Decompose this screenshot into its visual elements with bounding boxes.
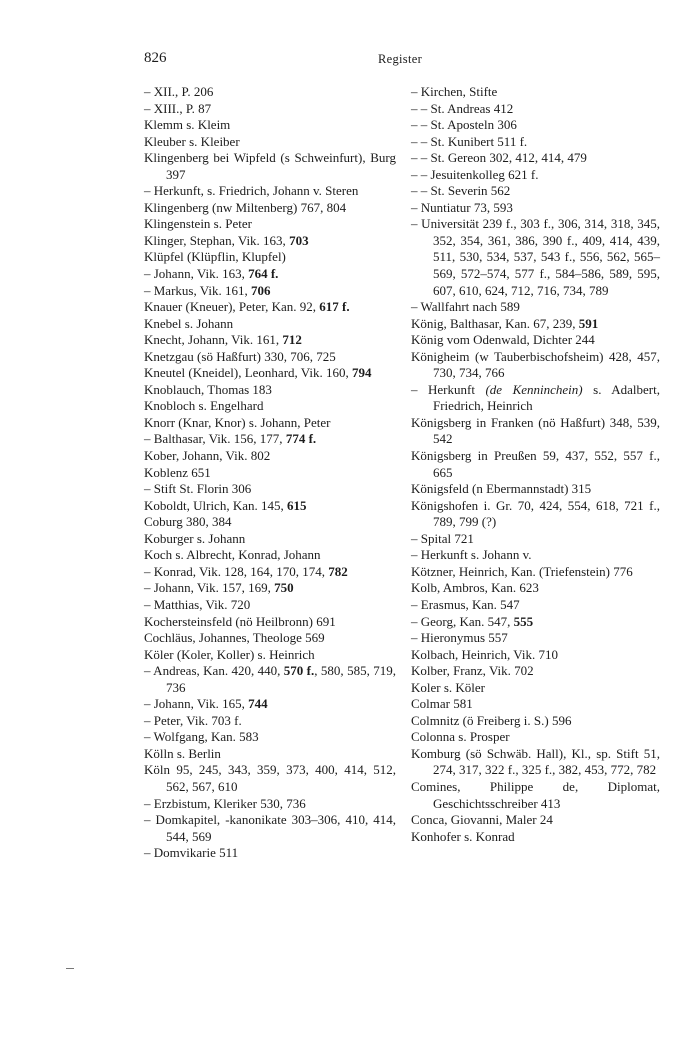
index-entry [144,448,396,465]
index-entry-main-ref: 764 f. [248,266,279,282]
index-entry [144,415,396,432]
index-entry-text: Klüpfel (Klüpflin, Klupfel) [144,249,286,265]
index-entry-text: Kolb, Ambros, Kan. 623 [411,580,539,596]
index-entry-text: Kolbach, Heinrich, Vik. 710 [411,646,559,662]
index-column-right [411,84,660,845]
index-entry [411,614,660,631]
index-entry [144,746,396,763]
index-entry [411,117,660,134]
index-entry [144,398,396,415]
index-entry-text: – Johann, Vik. 157, 169, [144,580,275,596]
index-entry-text: – Johann, Vik. 165, [144,696,249,712]
index-entry-text: Königsberg in Franken (nö Haßfurt) 348, 539, 542 [411,414,660,447]
index-entry [411,150,660,167]
index-entry-text: – Spital 721 [411,530,474,546]
index-entry [411,829,660,846]
index-entry [411,647,660,664]
index-entry-text: , 580, 585, 719, 736 [166,663,396,695]
index-entry [144,713,396,730]
index-entry-text: – Markus, Vik. 161, [144,282,251,298]
index-entry [144,498,396,515]
index-entry [411,779,660,812]
index-entry-text: Knebel s. Johann [144,315,234,331]
index-entry-text: Kochersteinsfeld (nö Heilbronn) 691 [144,613,336,629]
index-entry-text: – Erzbistum, Kleriker 530, 736 [144,795,306,811]
index-entry-text: Kötzner, Heinrich, Kan. (Triefenstein) 776 [411,563,633,579]
index-entry-text: Colmar 581 [411,696,473,712]
index-entry-text: Conca, Giovanni, Maler 24 [411,812,553,828]
index-entry-text: Kober, Johann, Vik. 802 [144,448,271,464]
index-entry-text: – XIII., P. 87 [144,100,212,116]
index-entry-text: – Herkunft, s. Friedrich, Johann v. Steren [144,183,359,199]
index-entry [144,216,396,233]
index-entry [144,729,396,746]
index-entry-text: Koler s. Köler [411,679,486,695]
index-entry-main-ref: 615 [286,497,307,513]
index-entry [411,316,660,333]
index-entry-text: Königheim (w Tauberbischofsheim) 428, 457, 730, 734, 766 [411,348,660,381]
index-entry-italic: (de Kenninchein) [485,381,583,397]
index-entry-main-ref: 712 [282,332,302,348]
index-entry [144,117,396,134]
index-entry-text: Kneutel (Kneidel), Leonhard, Vik. 160, [144,365,353,381]
index-entry-text: Köler (Koler, Koller) s. Heinrich [144,646,315,662]
index-entry [144,365,396,382]
index-entry-text: Knetzgau (sö Haßfurt) 330, 706, 725 [144,348,336,364]
index-entry-text: – Balthasar, Vik. 156, 177, [144,431,286,447]
index-entry-text: – – St. Kunibert 511 f. [411,133,528,149]
index-entry [411,696,660,713]
index-entry [411,812,660,829]
index-entry [144,796,396,813]
index-entry [144,647,396,664]
index-entry [144,233,396,250]
index-entry-text: König vom Odenwald, Dichter 244 [411,332,595,348]
index-entry [411,216,660,299]
index-entry-text: Kleuber s. Kleiber [144,133,240,149]
index-entry [411,680,660,697]
index-entry [144,630,396,647]
page-header [144,50,656,70]
index-entry-text: – Georg, Kan. 547, [411,613,514,629]
index-entry-main-ref: 706 [250,282,271,298]
index-entry-text: s. Adalbert, Friedrich, Heinrich [433,381,660,414]
index-entry-text: – Johann, Vik. 163, [144,266,249,282]
index-entry-text: Koblenz 651 [144,464,211,480]
index-entry [411,349,660,382]
index-entry-text: Knecht, Johann, Vik. 161, [144,332,283,348]
index-entry-text: – Nuntiatur 73, 593 [411,199,513,215]
index-entry-text: – Domkapitel, -kanonikate 303–306, 410, 414, 544, 569 [144,812,396,844]
index-entry [411,415,660,448]
index-entry-text: Colmnitz (ö Freiberg i. S.) 596 [411,712,572,728]
index-entry [411,84,660,101]
index-entry-main-ref: 750 [274,580,294,596]
index-entry [411,481,660,498]
index-entry [411,663,660,680]
index-entry-text: – Kirchen, Stifte [411,84,498,99]
index-entry-text: Comines, Philippe de, Diplomat, Geschichtsschreiber 413 [411,778,660,811]
index-entry-text: Königsberg in Preußen 59, 437, 552, 557 f., 665 [411,448,660,480]
index-entry-text: Klinger, Stephan, Vik. 163, [144,232,290,248]
index-entry-text: – – St. Aposteln 306 [411,117,517,133]
index-entry [411,134,660,151]
index-entry [411,630,660,647]
index-entry-text: Kolber, Franz, Vik. 702 [411,663,534,679]
index-entry-main-ref: 570 f. [283,663,315,679]
index-entry [144,200,396,217]
index-entry-main-ref: 591 [578,315,599,331]
index-entry [144,283,396,300]
index-entry [411,299,660,316]
index-entry-main-ref: 555 [513,613,534,629]
index-entry [411,101,660,118]
index-entry [411,200,660,217]
index-entry [144,134,396,151]
index-entry [144,696,396,713]
index-entry [144,431,396,448]
index-entry-text: – Matthias, Vik. 720 [144,596,251,612]
index-entry-text: – Herkunft [411,381,486,397]
index-entry-text: – Andreas, Kan. 420, 440, [144,663,284,679]
index-entry-text: Konhofer s. Konrad [411,828,515,844]
index-entry [411,597,660,614]
index-entry [144,663,396,696]
index-entry-text: Kölln s. Berlin [144,745,221,761]
margin-mark [66,968,74,969]
index-entry-text: König, Balthasar, Kan. 67, 239, [411,315,579,331]
index-entry-text: – – St. Severin 562 [411,183,511,199]
index-entry [144,531,396,548]
index-entry [411,746,660,779]
index-entry-main-ref: 617 f. [319,299,350,315]
index-entry [411,167,660,184]
index-entry [411,564,660,581]
index-column-left [144,84,396,862]
index-entry [411,498,660,531]
running-head: Register [377,52,423,66]
index-entry [411,448,660,481]
index-entry [144,547,396,564]
index-entry [144,514,396,531]
index-entry-text: – Erasmus, Kan. 547 [411,596,520,612]
index-entry [144,762,396,795]
index-entry-text: Komburg (sö Schwäb. Hall), Kl., sp. Stift 51, 274, 317, 322 f., 325 f., 382, 453, 772, 782 [411,745,660,778]
index-entry-text: Köln 95, 245, 343, 359, 373, 400, 414, 512, 562, 567, 610 [144,762,396,794]
index-entry-text: – Stift St. Florin 306 [144,481,252,497]
index-entry [411,183,660,200]
index-entry [411,332,660,349]
index-entry [144,316,396,333]
index-entry-text: Koch s. Albrecht, Konrad, Johann [144,547,321,563]
index-entry [144,382,396,399]
index-entry-text: Königsfeld (n Ebermannstadt) 315 [411,481,592,497]
index-entry [144,84,396,101]
index-entry-main-ref: 744 [248,696,268,712]
index-entry [144,845,396,862]
index-entry-text: Klingenberg bei Wipfeld (s Schweinfurt), Burg 397 [144,150,396,182]
index-entry [144,332,396,349]
index-entry [144,349,396,366]
index-entry [144,249,396,266]
index-entry-text: Knobloch s. Engelhard [144,398,264,414]
index-entry [144,580,396,597]
index-entry-text: – Wolfgang, Kan. 583 [144,729,259,745]
index-entry [144,299,396,316]
index-entry [144,150,396,183]
index-entry-text: – Wallfahrt nach 589 [411,299,520,315]
index-entry-text: – – St. Andreas 412 [411,100,514,116]
index-entry-text: Klingenberg (nw Miltenberg) 767, 804 [144,199,347,215]
index-entry-text: – Herkunft s. Johann v. [411,547,532,563]
index-entry-text: Knauer (Kneuer), Peter, Kan. 92, [144,299,320,315]
index-entry [144,481,396,498]
index-entry-text: Klingenstein s. Peter [144,216,252,232]
index-entry [411,531,660,548]
index-entry [144,101,396,118]
index-entry-text: Knoblauch, Thomas 183 [144,381,272,397]
index-entry-text: Knorr (Knar, Knor) s. Johann, Peter [144,414,331,430]
index-entry-main-ref: 782 [328,563,348,579]
index-entry-text: – Konrad, Vik. 128, 164, 170, 174, [144,563,329,579]
index-entry [144,266,396,283]
index-entry [411,382,660,415]
index-entry-text: Cochläus, Johannes, Theologe 569 [144,630,325,646]
index-entry-text: – Domvikarie 511 [144,845,239,861]
index-entry-main-ref: 794 [352,365,372,381]
index-entry-text: – Peter, Vik. 703 f. [144,712,242,728]
index-entry [144,812,396,845]
index-entry-text: – XII., P. 206 [144,84,214,99]
index-entry [144,614,396,631]
index-entry-text: Colonna s. Prosper [411,729,510,745]
page-number: 826 [144,50,167,66]
index-entry [411,580,660,597]
index-entry [144,465,396,482]
index-entry [411,729,660,746]
index-entry-text: Coburg 380, 384 [144,514,232,530]
index-entry [144,183,396,200]
index-entry-text: – – St. Gereon 302, 412, 414, 479 [411,150,587,166]
index-entry-text: – Hieronymus 557 [411,630,508,646]
index-entry-text: – – Jesuitenkolleg 621 f. [411,166,539,182]
index-entry-main-ref: 774 f. [285,431,317,447]
index-entry-text: – Universität 239 f., 303 f., 306, 314, 318, 345, 352, 354, 361, 386, 390 f., 409, 414, 439, 511, 530, 534, 537, 543 f., 556, 562, 565–569, 572–574, 577 f., 584–586, 589, 595, 607, 610, 624, 712, 716, 734, 789 [411,216,660,298]
index-entry-text: Königshofen i. Gr. 70, 424, 554, 618, 721 f., 789, 799 (?) [411,497,660,530]
index-entry [144,597,396,614]
index-entry-text: Koburger s. Johann [144,530,246,546]
index-entry-main-ref: 703 [289,232,309,248]
index-entry [411,547,660,564]
index-entry-text: Klemm s. Kleim [144,117,231,133]
index-entry-text: Koboldt, Ulrich, Kan. 145, [144,497,287,513]
index-entry [411,713,660,730]
index-entry [144,564,396,581]
